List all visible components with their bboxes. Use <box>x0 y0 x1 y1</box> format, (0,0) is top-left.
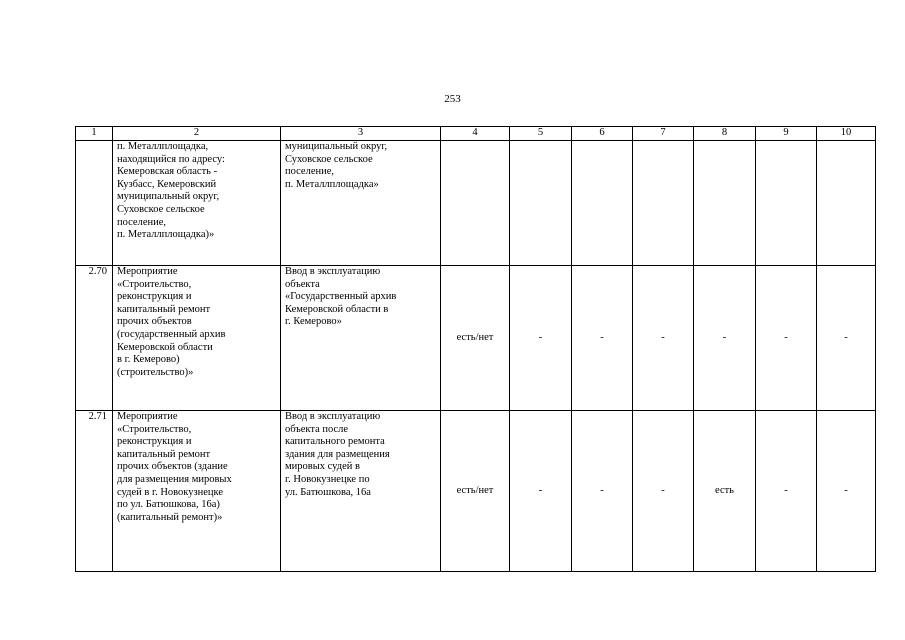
row-number-cell: 2.71 <box>76 411 113 572</box>
column-header-3: 3 <box>281 127 441 141</box>
value-cell-10 <box>817 141 876 266</box>
row-number-cell <box>76 141 113 266</box>
value-cell-9: - <box>756 411 817 572</box>
indicator-cell: Ввод в эксплуатацию объекта «Государственный архив Кемеровской области в г. Кемерово» <box>281 266 441 411</box>
value-cell-7: - <box>633 411 694 572</box>
value-cell-9: - <box>756 266 817 411</box>
row-number-cell: 2.70 <box>76 266 113 411</box>
unit-cell: есть/нет <box>441 266 510 411</box>
indicator-cell: муниципальный округ, Суховское сельское поселение, п. Металлплощадка» <box>281 141 441 266</box>
value-cell-8: - <box>694 266 756 411</box>
column-header-9: 9 <box>756 127 817 141</box>
unit-cell: есть/нет <box>441 411 510 572</box>
column-header-5: 5 <box>510 127 572 141</box>
column-header-10: 10 <box>817 127 876 141</box>
value-cell-6 <box>572 141 633 266</box>
value-cell-8: есть <box>694 411 756 572</box>
value-cell-5 <box>510 141 572 266</box>
column-header-6: 6 <box>572 127 633 141</box>
column-header-2: 2 <box>113 127 281 141</box>
value-cell-5: - <box>510 266 572 411</box>
activity-cell: Мероприятие «Строительство, реконструкция и капитальный ремонт прочих объектов (государственный архив Кемеровской области в г. Кемерово) (строительство)» <box>113 266 281 411</box>
indicator-cell: Ввод в эксплуатацию объекта после капитального ремонта здания для размещения мировых судей в г. Новокузнецке по ул. Батюшкова, 16а <box>281 411 441 572</box>
measures-table <box>75 126 876 572</box>
column-header-4: 4 <box>441 127 510 141</box>
table-row <box>76 411 876 572</box>
column-header-1: 1 <box>76 127 113 141</box>
value-cell-7 <box>633 141 694 266</box>
column-header-7: 7 <box>633 127 694 141</box>
value-cell-10: - <box>817 266 876 411</box>
unit-cell <box>441 141 510 266</box>
page-number: 253 <box>444 93 461 105</box>
value-cell-6: - <box>572 411 633 572</box>
value-cell-5: - <box>510 411 572 572</box>
value-cell-6: - <box>572 266 633 411</box>
value-cell-9 <box>756 141 817 266</box>
activity-cell: Мероприятие «Строительство, реконструкция и капитальный ремонт прочих объектов (здание для размещения мировых судей в г. Новокузнецке по ул. Батюшкова, 16а) (капитальный ремонт)» <box>113 411 281 572</box>
table-row <box>76 141 876 266</box>
column-number-row <box>76 127 876 141</box>
table-row <box>76 266 876 411</box>
value-cell-8 <box>694 141 756 266</box>
column-header-8: 8 <box>694 127 756 141</box>
value-cell-10: - <box>817 411 876 572</box>
activity-cell: п. Металлплощадка, находящийся по адресу: Кемеровская область - Кузбасс, Кемеровский муниципальный округ, Суховское сельское поселение, п. Металлплощадка)» <box>113 141 281 266</box>
value-cell-7: - <box>633 266 694 411</box>
